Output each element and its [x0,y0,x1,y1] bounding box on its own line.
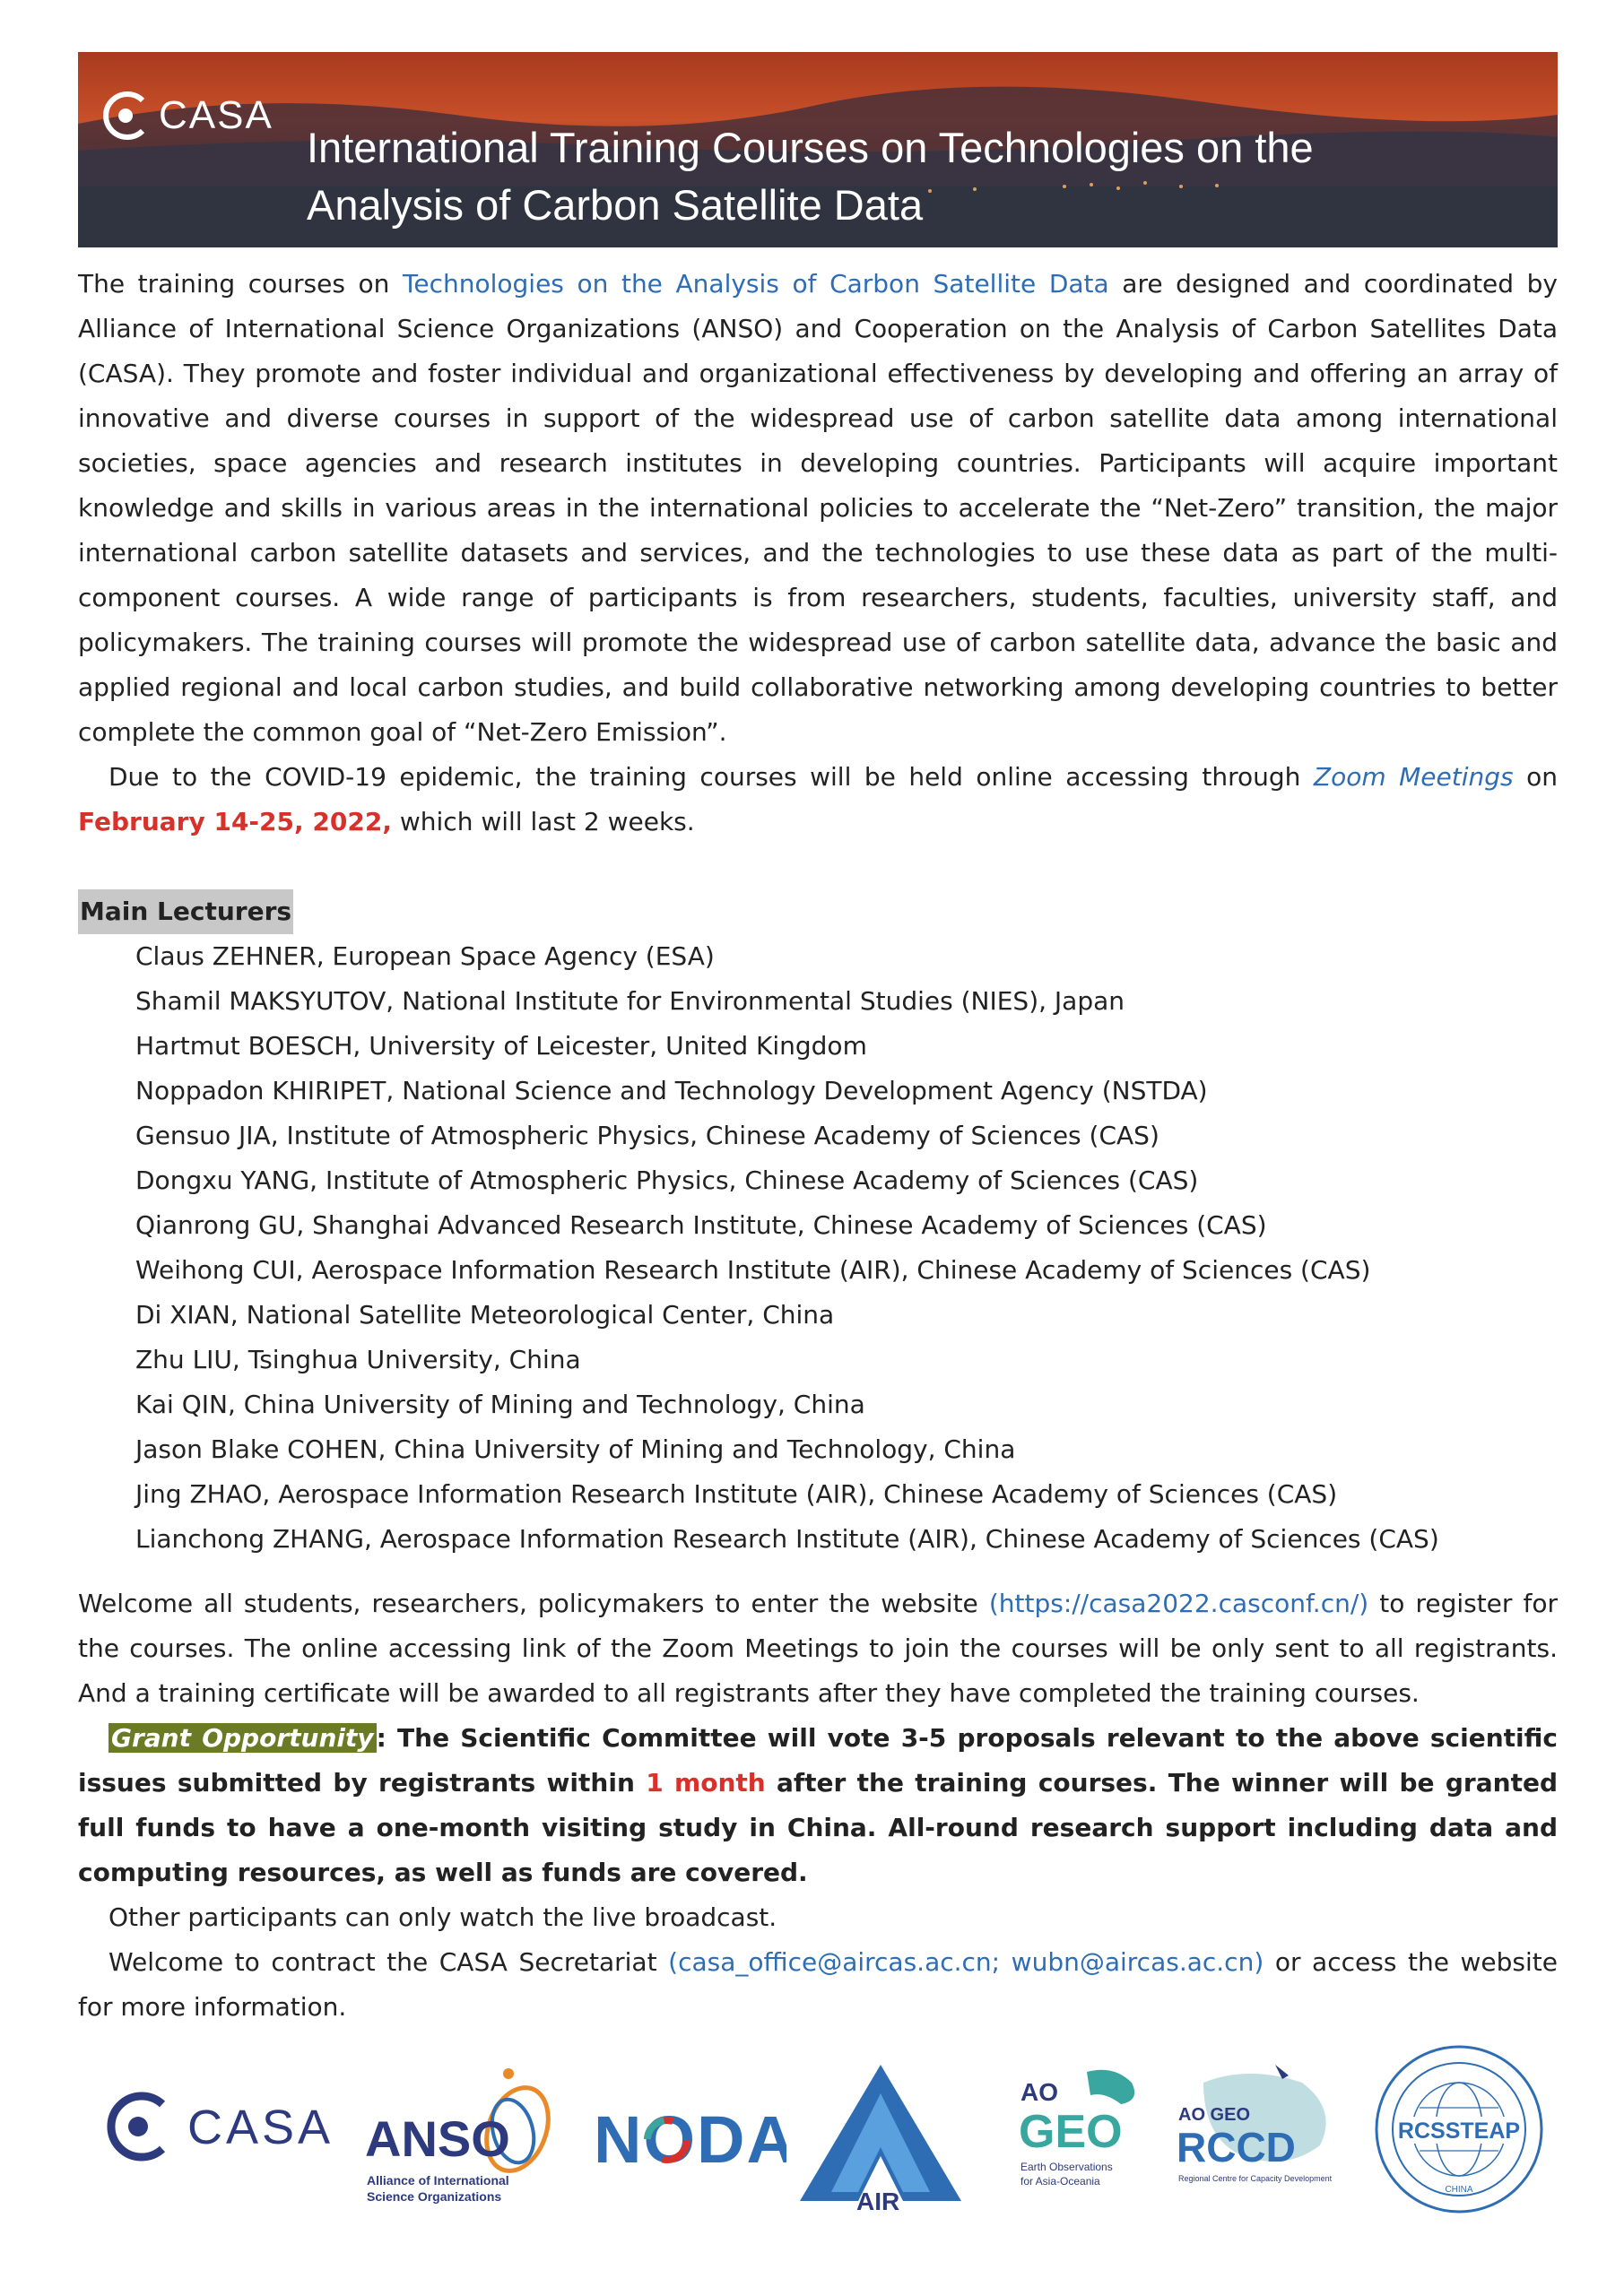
main-content [78,262,1558,2030]
rcssteap-logo-icon [1369,2040,1549,2219]
welcome-paragraph: Welcome all students, researchers, policymakers to enter the website (https://casa2022.casconf.cn/) to register for the courses. The online accessing link of the Zoom Meetings to join the courses will be only sent to all registrants. And a training certificate will be awarded to all registrants after they have completed the training courses. [78,1589,1558,1708]
header-banner [78,52,1558,247]
aogeo-rccd-logo [1168,2056,1347,2212]
course-name: Technologies on the Analysis of Carbon Satellite Data [403,269,1109,299]
list-item: Zhu LIU, Tsinghua University, China [135,1345,581,1374]
casa-logo-icon [98,2086,358,2167]
air-logo-icon [795,2058,966,2214]
list-item: Dongxu YANG, Institute of Atmospheric Physics, Chinese Academy of Sciences (CAS) [135,1165,1199,1195]
contact-emails-link[interactable]: (casa_office@aircas.ac.cn; wubn@aircas.ac.cn) [668,1947,1264,1977]
lecturers-heading: Main Lecturers [78,889,293,934]
svg-text:AIR: AIR [856,2188,900,2214]
other-participants-text: Other participants can only watch the live broadcast. [109,1902,777,1932]
casa-logo-icon [98,88,153,143]
list-item: Gensuo JIA, Institute of Atmospheric Physics, Chinese Academy of Sciences (CAS) [135,1121,1159,1150]
svg-text:for Asia-Oceania: for Asia-Oceania [1020,2175,1100,2188]
svg-text:Regional Centre for Capacity D: Regional Centre for Capacity Development [1178,2174,1333,2183]
list-item: Di XIAN, National Satellite Meteorological Center, China [135,1300,835,1330]
list-item: Hartmut BOESCH, University of Leicester, United Kingdom [135,1031,867,1061]
anso-logo-icon [365,2058,571,2214]
partner-logos [78,2040,1558,2228]
casa-logo-text: CASA [187,2101,334,2154]
spacer [78,845,1558,889]
grant-paragraph: Grant Opportunity : The Scientific Committee will vote 3-5 proposals relevant to the above scientific issues submitted by registrants within 1 month after the training courses. The winner will be granted full funds to have a one-month visiting study in China. All-round research support including data and computing resources, as well as funds are covered. [78,1723,1559,1887]
grant-label: Grant Opportunity [109,1723,377,1753]
list-item: Jason Blake COHEN, China University of Mining and Technology, China [135,1434,1016,1464]
list-item: Kai QIN, China University of Mining and Technology, China [135,1390,865,1419]
list-item: Qianrong GU, Shanghai Advanced Research Institute, Chinese Academy of Sciences (CAS) [135,1210,1267,1240]
spacer [78,1562,1558,1581]
air-logo [795,2058,966,2218]
svg-text:ANSO: ANSO [365,2110,510,2167]
svg-text:CHINA: CHINA [1445,2185,1473,2195]
aogeo-logo-icon [1015,2065,1150,2199]
list-item: Noppadon KHIRIPET, National Science and Technology Development Agency (NSTDA) [135,1076,1208,1105]
svg-text:AO: AO [1020,2078,1058,2106]
zoom-meetings-text: Zoom Meetings [1313,762,1514,792]
svg-text:GEO: GEO [1019,2106,1123,2158]
lecturer-list [78,934,1558,1562]
noda-logo [594,2098,786,2182]
list-item: Jing ZHAO, Aerospace Information Research Institute (AIR), Chinese Academy of Sciences (CAS) [135,1479,1338,1509]
list-item: Claus ZEHNER, European Space Agency (ESA) [135,941,715,971]
noda-logo-icon [594,2098,786,2179]
lecturers-section [78,889,1558,1562]
list-item: Lianchong ZHANG, Aerospace Information Research Institute (AIR), Chinese Academy of Sciences (CAS) [135,1524,1439,1554]
svg-text:Earth Observations: Earth Observations [1020,2161,1113,2173]
anso-logo [365,2058,571,2218]
svg-text:RCCD: RCCD [1177,2124,1296,2170]
svg-text:NODA: NODA [594,2102,786,2177]
svg-text:Science Organizations: Science Organizations [367,2189,502,2204]
course-dates: February 14-25, 2022, [78,807,392,836]
svg-text:Alliance of International: Alliance of International [367,2173,509,2188]
contact-paragraph: Welcome to contract the CASA Secretariat (casa_office@aircas.ac.cn; wubn@aircas.ac.cn) or access the website for more information. [78,1947,1558,2022]
intro-paragraph: The training courses on Technologies on the Analysis of Carbon Satellite Data are designed and coordinated by Alliance of International Science Organizations (ANSO) and Cooperation on the Analysis of Carbon Satellites Data (CASA). They promote and foster individual and organizational effectiveness by developing and offering an array of innovative and diverse courses in support of the widespread use of carbon satellite data among international societies, space agencies and research institutes in developing countries. Participants will acquire important knowledge and skills in various areas in the international policies to accelerate the “Net-Zero” transition, the major international carbon satellite datasets and services, and the technologies to use these data as part of the multi-component courses. A wide range of participants is from researchers, students, faculties, university staff, and policymakers. The training courses will promote the widespread use of carbon satellite data, advance the basic and applied regional and local carbon studies, and build collaborative networking among developing countries to better complete the common goal of “Net-Zero Emission”. [78,269,1558,747]
page-title: International Training Courses on Technologies on the Analysis of Carbon Satellite Data [307,124,1314,229]
svg-text:AO GEO: AO GEO [1178,2105,1251,2125]
svg-text:RCSSTEAP: RCSSTEAP [1397,2118,1521,2144]
rcssteap-logo [1369,2040,1549,2222]
registration-link[interactable]: (https://casa2022.casconf.cn/) [988,1589,1369,1618]
list-item: Shamil MAKSYUTOV, National Institute for Environmental Studies (NIES), Japan [135,986,1125,1016]
list-item: Weihong CUI, Aerospace Information Research Institute (AIR), Chinese Academy of Sciences (CAS) [135,1255,1371,1285]
grant-period: 1 month [646,1768,766,1798]
aogeo-logo [1015,2065,1150,2203]
casa-logo-text: CASA [159,93,274,137]
casa-logo [98,2086,358,2170]
casa-banner-logo [98,88,274,143]
rccd-logo-icon [1168,2056,1347,2208]
covid-paragraph: Due to the COVID-19 epidemic, the training courses will be held online accessing through Zoom Meetings on February 14-25, 2022, which will last 2 weeks. [78,762,1558,836]
